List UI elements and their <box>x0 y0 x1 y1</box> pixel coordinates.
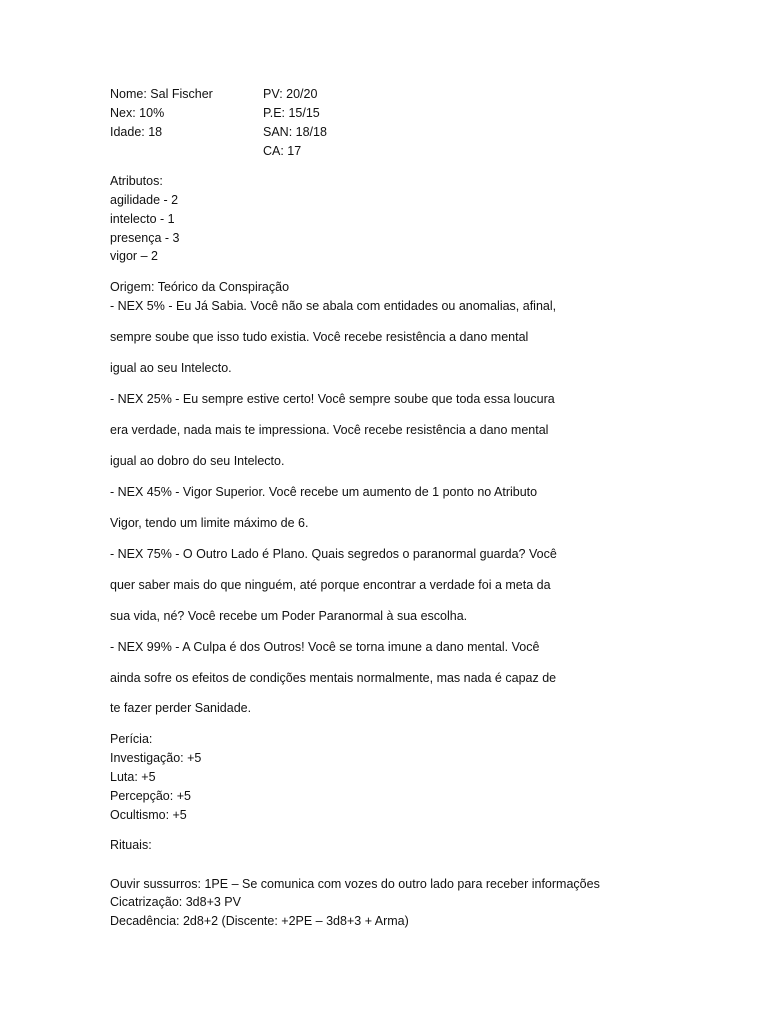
character-name: Nome: Sal Fischer <box>110 87 213 101</box>
pericia-heading: Perícia: <box>110 732 153 746</box>
stat-pe: P.E: 15/15 <box>263 106 320 120</box>
origem-line: igual ao dobro do seu Intelecto. <box>110 454 285 468</box>
origem-line: era verdade, nada mais te impressiona. Você recebe resistência a dano mental <box>110 423 549 437</box>
origem-line: te fazer perder Sanidade. <box>110 701 252 715</box>
origem-line: - NEX 99% - A Culpa é dos Outros! Você se torna imune a dano mental. Você <box>110 640 540 654</box>
pericia-item: Ocultismo: +5 <box>110 808 187 822</box>
atributo-item: intelecto - 1 <box>110 212 175 226</box>
origem-line: sua vida, né? Você recebe um Poder Paranormal à sua escolha. <box>110 609 468 623</box>
origem-line: igual ao seu Intelecto. <box>110 361 232 375</box>
origem-line: - NEX 45% - Vigor Superior. Você recebe um aumento de 1 ponto no Atributo <box>110 485 538 499</box>
ritual-item: Cicatrização: 3d8+3 PV <box>110 895 241 909</box>
rituais-heading: Rituais: <box>110 838 152 852</box>
character-age: Idade: 18 <box>110 125 163 139</box>
origem-line: quer saber mais do que ninguém, até porque encontrar a verdade foi a meta da <box>110 578 551 592</box>
stat-ca: CA: 17 <box>263 144 302 158</box>
origem-line: sempre soube que isso tudo existia. Você recebe resistência a dano mental <box>110 330 529 344</box>
character-nex: Nex: 10% <box>110 106 165 120</box>
atributo-item: vigor – 2 <box>110 249 158 263</box>
pericia-item: Percepção: +5 <box>110 789 191 803</box>
ritual-item: Ouvir sussurros: 1PE – Se comunica com vozes do outro lado para receber informações <box>110 877 600 891</box>
origem-line: - NEX 25% - Eu sempre estive certo! Você sempre soube que toda essa loucura <box>110 392 555 406</box>
origem-line: ainda sofre os efeitos de condições mentais normalmente, mas nada é capaz de <box>110 671 557 685</box>
origem-line: - NEX 5% - Eu Já Sabia. Você não se abala com entidades ou anomalias, afinal, <box>110 299 557 313</box>
stat-pv: PV: 20/20 <box>263 87 318 101</box>
ritual-item: Decadência: 2d8+2 (Discente: +2PE – 3d8+3 + Arma) <box>110 914 409 928</box>
atributo-item: agilidade - 2 <box>110 193 179 207</box>
origem-line: - NEX 75% - O Outro Lado é Plano. Quais segredos o paranormal guarda? Você <box>110 547 557 561</box>
pericia-item: Investigação: +5 <box>110 751 202 765</box>
origem-heading: Origem: Teórico da Conspiração <box>110 280 290 294</box>
atributos-heading: Atributos: <box>110 174 163 188</box>
origem-line: Vigor, tendo um limite máximo de 6. <box>110 516 309 530</box>
stat-san: SAN: 18/18 <box>263 125 327 139</box>
pericia-item: Luta: +5 <box>110 770 156 784</box>
atributo-item: presença - 3 <box>110 231 180 245</box>
